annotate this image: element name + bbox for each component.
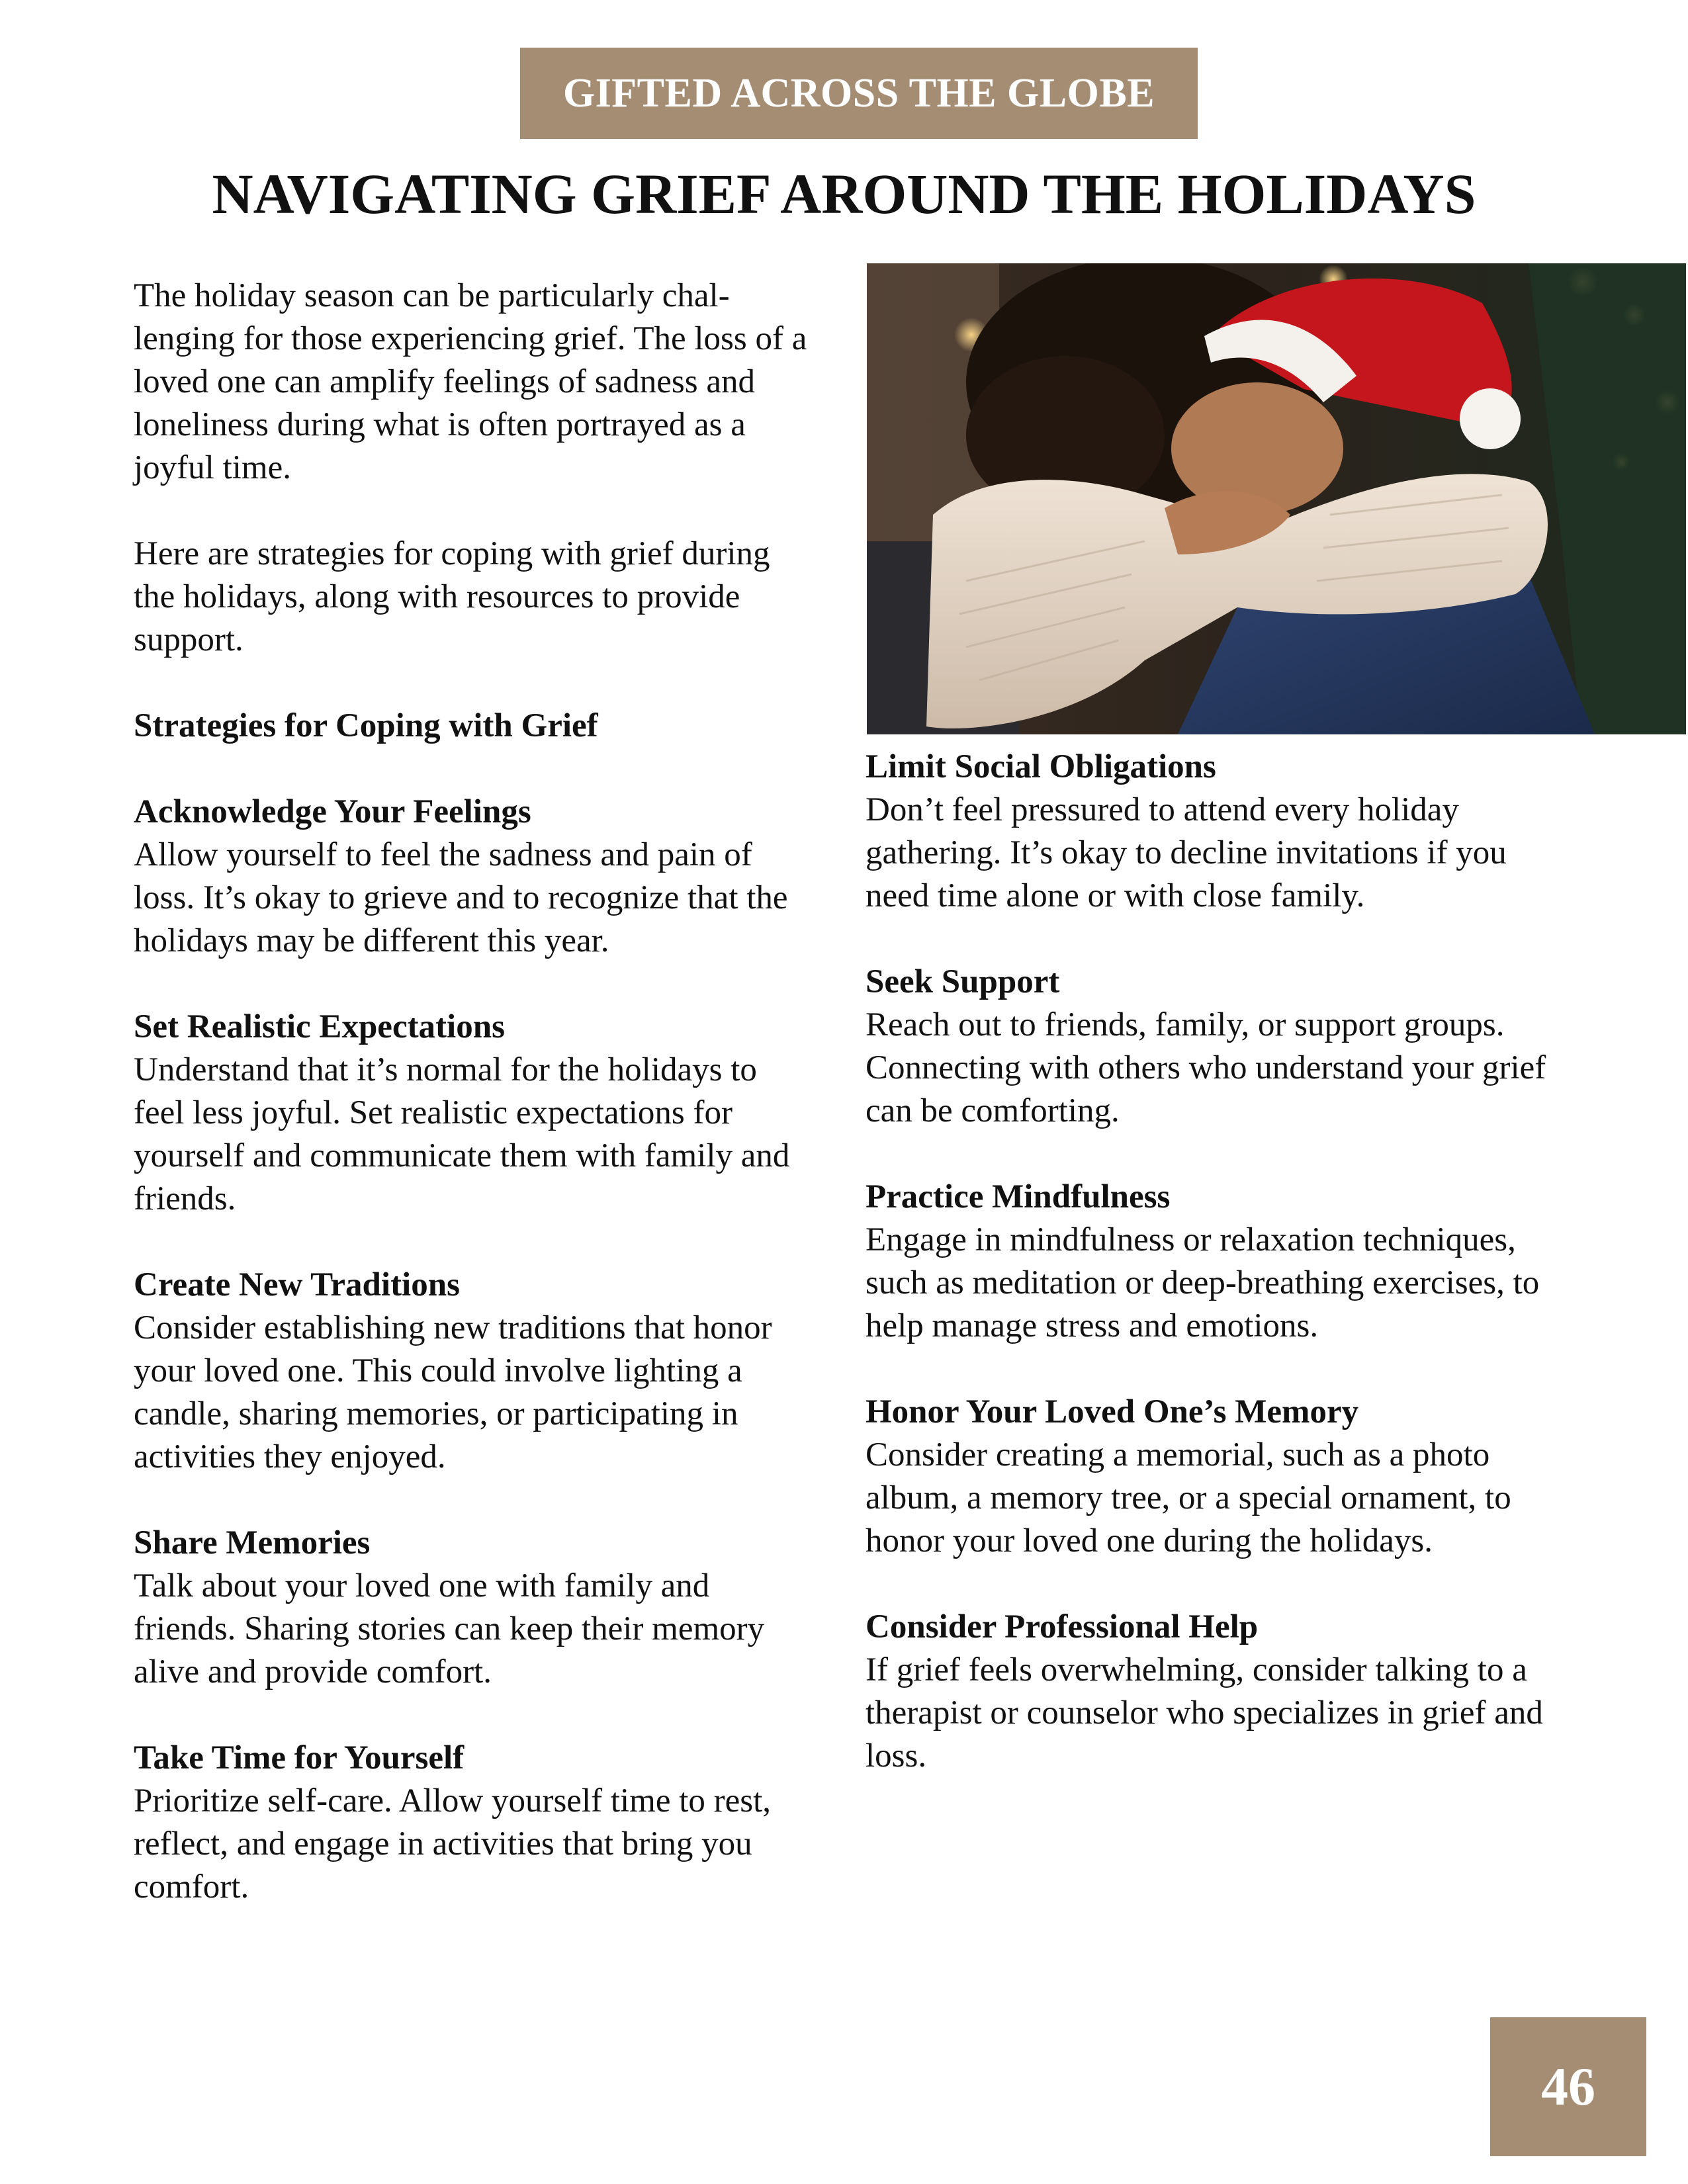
strategy-block [134, 1737, 815, 1909]
strategy-body: Consider establishing new traditions that honor your loved one. This could involve lighting a candle, sharing memories, or participating in activities they enjoyed. [134, 1309, 772, 1475]
strategy-body: Don’t feel pressured to attend every holiday gathering. It’s okay to decline invitations if you need time alone or with close family. [866, 791, 1507, 914]
strategy-block [866, 961, 1547, 1133]
page-number: 46 [1490, 2017, 1646, 2156]
strategy-body: Engage in mindfulness or relaxation techniques, such as meditation or deep-breathing exercises, to help manage stress and emotions. [866, 1221, 1540, 1344]
strategy-body: If grief feels overwhelming, consider talking to a therapist or counselor who specializes in grief and loss. [866, 1651, 1543, 1774]
section-banner: GIFTED ACROSS THE GLOBE [520, 48, 1198, 139]
strategy-title: Share Memories [134, 1524, 371, 1561]
strategy-title: Honor Your Loved One’s Memory [866, 1393, 1359, 1430]
strategy-body: Allow yourself to feel the sadness and pain of loss. It’s okay to grieve and to recognize that the holidays may be different this year. [134, 836, 788, 959]
strategy-block [866, 1176, 1547, 1348]
strategy-block [134, 1522, 815, 1694]
page-title: NAVIGATING GRIEF AROUND THE HOLIDAYS [212, 162, 1476, 226]
strategy-body: Reach out to friends, family, or support groups. Connecting with others who understand your grief can be comforting. [866, 1006, 1546, 1129]
strategy-title: Seek Support [866, 963, 1060, 1000]
right-column [866, 746, 1547, 1821]
strategy-body: Consider creating a memorial, such as a photo album, a memory tree, or a special ornament, to honor your loved one during the holidays. [866, 1436, 1511, 1559]
strategy-title: Practice Mindfulness [866, 1178, 1171, 1215]
strategy-block [134, 1006, 815, 1221]
strategy-block [866, 746, 1547, 918]
strategy-block [866, 1391, 1547, 1563]
strategy-block [134, 1264, 815, 1479]
strategy-block [866, 1606, 1547, 1778]
intro-paragraph: The holiday season can be particularly challenging for those experiencing grief. The loss of a loved one can amplify feelings of sadness and loneliness during what is often portrayed as a joyful time. [134, 277, 807, 486]
strategy-title: Create New Traditions [134, 1266, 460, 1303]
strategy-body: Talk about your loved one with family and friends. Sharing stories can keep their memory alive and provide comfort. [134, 1567, 765, 1690]
strategy-title: Consider Professional Help [866, 1608, 1259, 1645]
strategies-heading: Strategies for Coping with Grief [134, 707, 598, 744]
strategy-block [134, 791, 815, 963]
strategy-title: Set Realistic Expectations [134, 1008, 505, 1045]
grieving-woman-photo [867, 263, 1686, 734]
left-column [134, 275, 815, 1952]
strategy-title: Limit Social Obligations [866, 748, 1216, 785]
strategy-body: Understand that it’s normal for the holidays to feel less joyful. Set realistic expectations for yourself and communicate them with family and friends. [134, 1051, 790, 1217]
intro-paragraph: Here are strategies for coping with grief during the holidays, along with resources to provide support. [134, 535, 770, 658]
strategy-title: Acknowledge Your Feelings [134, 793, 531, 830]
strategy-body: Prioritize self-care. Allow yourself time to rest, reflect, and engage in activities that bring you comfort. [134, 1782, 772, 1905]
strategy-title: Take Time for Yourself [134, 1739, 465, 1776]
